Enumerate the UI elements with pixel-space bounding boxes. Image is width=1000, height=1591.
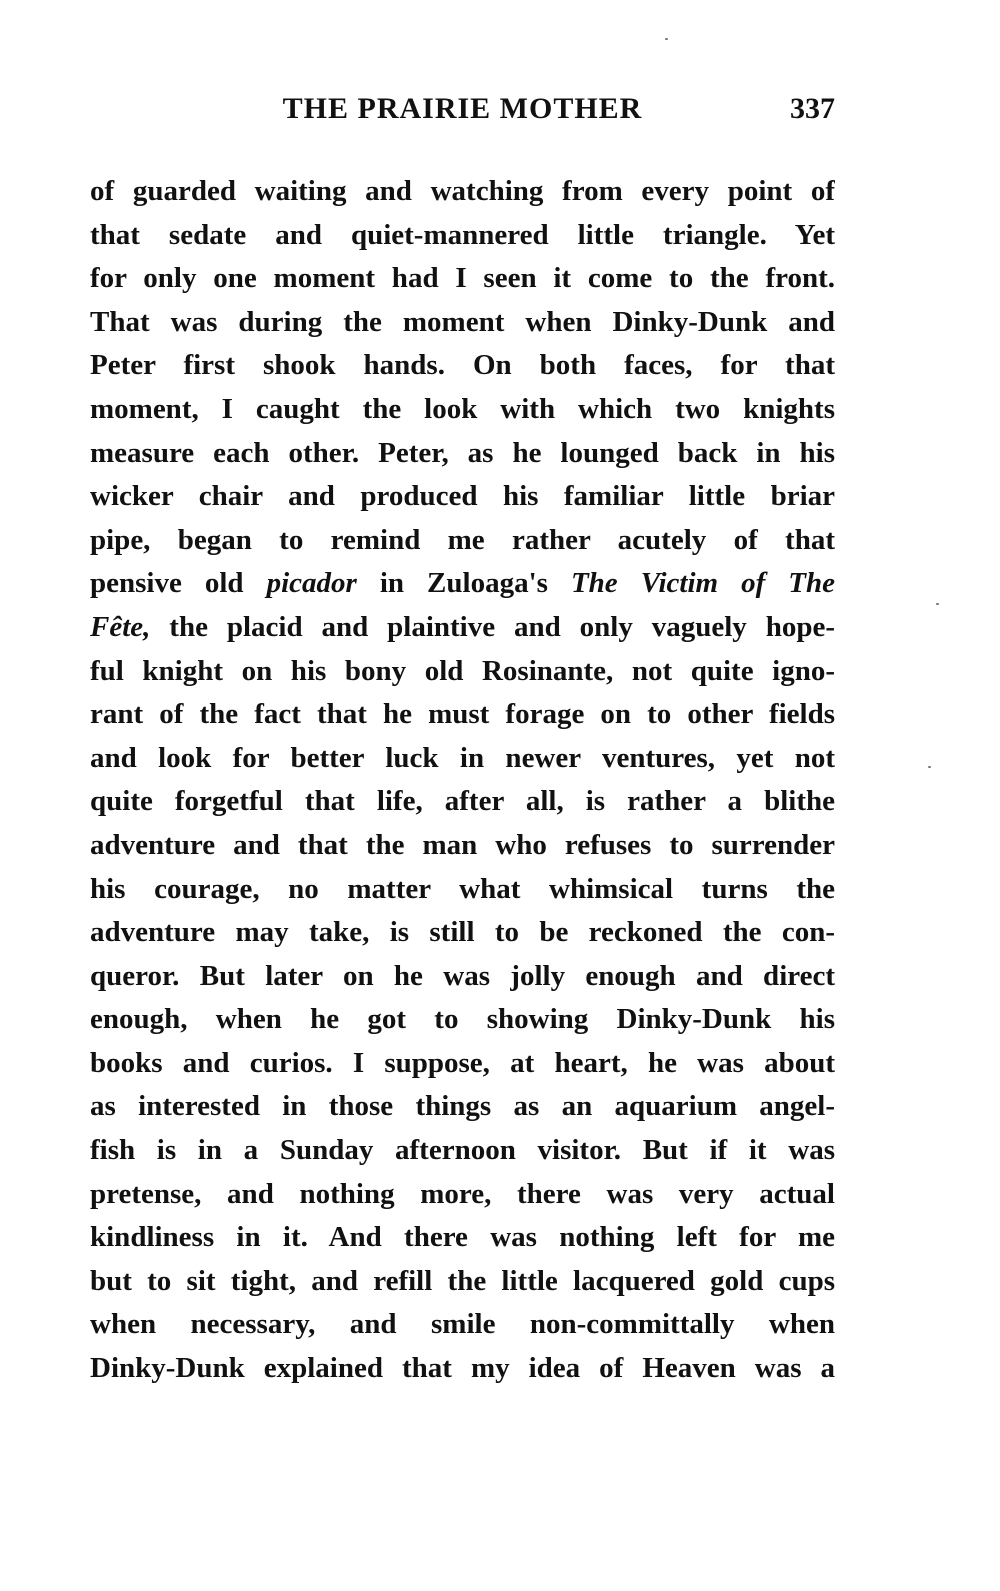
page-header bbox=[90, 92, 835, 136]
running-title: THE PRAIRIE MOTHER bbox=[282, 92, 643, 125]
text-line: books and curios. I suppose, at heart, he was about bbox=[90, 1046, 835, 1079]
text-line: measure each other. Peter, as he lounged back in his bbox=[90, 436, 835, 469]
text-line: adventure may take, is still to be reckoned the con- bbox=[90, 916, 835, 949]
text-line: kindliness in it. And there was nothing left for me bbox=[90, 1221, 835, 1254]
text-line: rant of the fact that he must forage on to other fields bbox=[90, 698, 835, 731]
italic-artwork-title-end: Fête, bbox=[90, 610, 151, 643]
page-number: 337 bbox=[790, 92, 835, 125]
scan-speck bbox=[936, 603, 939, 605]
text-line: that sedate and quiet-mannered little triangle. Yet bbox=[90, 218, 835, 251]
text-line: That was during the moment when Dinky-Dunk and bbox=[90, 305, 835, 338]
text-line: his courage, no matter what whimsical turns the bbox=[90, 872, 835, 905]
body-text bbox=[90, 170, 835, 1391]
text-line: fish is in a Sunday afternoon visitor. But if it was bbox=[90, 1134, 835, 1167]
text-line-mixed bbox=[90, 562, 835, 606]
text-line: of guarded waiting and watching from every point of bbox=[90, 175, 835, 207]
italic-term-picador: picador bbox=[266, 567, 357, 600]
text-line: Peter first shook hands. On both faces, for that bbox=[90, 349, 835, 382]
text-line: pipe, began to remind me rather acutely of that bbox=[90, 523, 835, 556]
text-line: as interested in those things as an aquarium angel- bbox=[90, 1090, 835, 1123]
text-line: moment, I caught the look with which two knights bbox=[90, 392, 835, 425]
text-segment: in Zuloaga's bbox=[356, 567, 571, 600]
text-line: Dinky-Dunk explained that my idea of Heaven was a bbox=[90, 1352, 835, 1385]
text-line: wicker chair and produced his familiar little briar bbox=[90, 480, 835, 513]
scan-speck bbox=[665, 38, 668, 40]
text-line-mixed bbox=[90, 606, 835, 650]
text-line: and look for better luck in newer ventures, yet not bbox=[90, 741, 835, 774]
text-line: enough, when he got to showing Dinky-Dunk his bbox=[90, 1003, 835, 1036]
text-line: for only one moment had I seen it come to the front. bbox=[90, 262, 835, 295]
text-line: quite forgetful that life, after all, is rather a blithe bbox=[90, 785, 835, 818]
scan-speck bbox=[928, 766, 931, 768]
italic-artwork-title: The Victim of The bbox=[570, 567, 835, 600]
text-line: when necessary, and smile non-committally when bbox=[90, 1308, 835, 1341]
text-line: pretense, and nothing more, there was very actual bbox=[90, 1177, 835, 1210]
text-line: queror. But later on he was jolly enough and direct bbox=[90, 959, 835, 992]
text-line: adventure and that the man who refuses to surrender bbox=[90, 828, 835, 861]
text-segment: the placid and plaintive and only vaguely hope- bbox=[150, 610, 835, 643]
text-line: but to sit tight, and refill the little lacquered gold cups bbox=[90, 1264, 835, 1297]
text-segment: pensive old bbox=[90, 567, 267, 600]
text-line: ful knight on his bony old Rosinante, not quite igno- bbox=[90, 654, 835, 687]
